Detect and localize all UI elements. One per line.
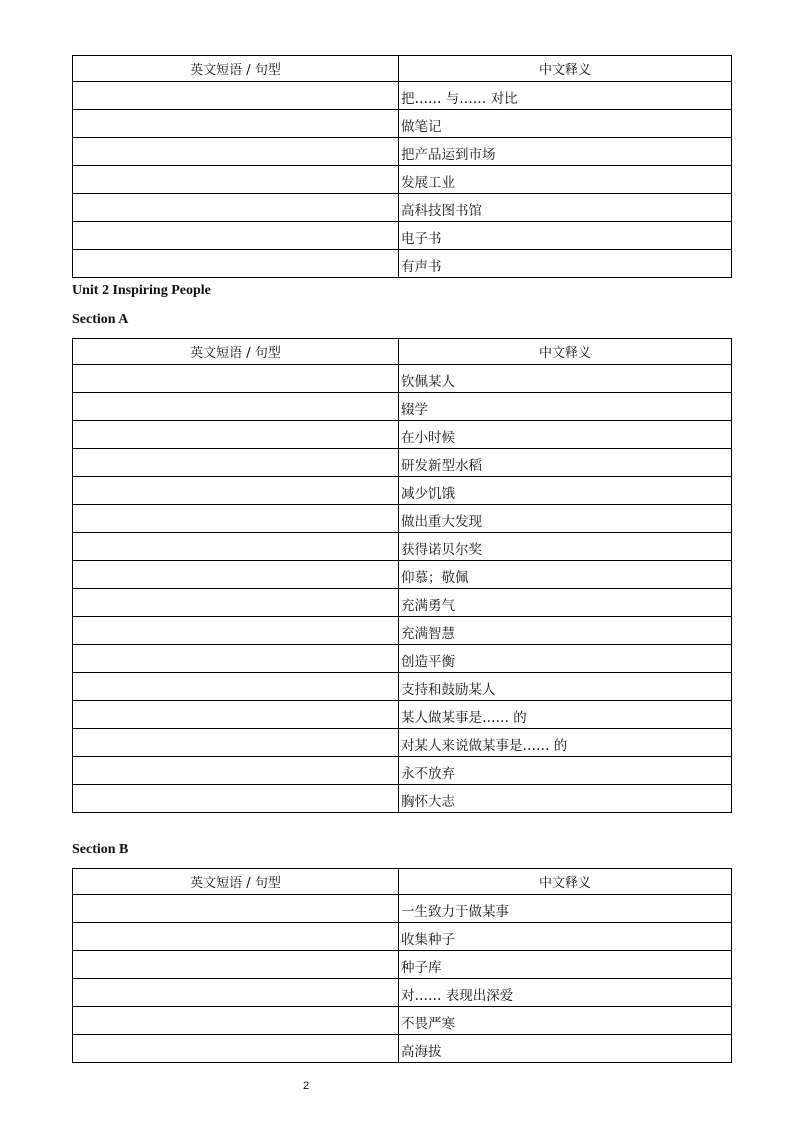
vocab-table-section-a bbox=[72, 338, 732, 813]
table-row bbox=[73, 138, 732, 166]
english-answer-cell[interactable] bbox=[73, 701, 399, 729]
column-header-chinese: 中文释义 bbox=[399, 869, 732, 895]
english-answer-cell[interactable] bbox=[73, 533, 399, 561]
english-answer-cell[interactable] bbox=[73, 222, 399, 250]
chinese-meaning: 研发新型水稻 bbox=[399, 449, 732, 477]
chinese-meaning: 仰慕；敬佩 bbox=[399, 561, 732, 589]
chinese-meaning: 有声书 bbox=[399, 250, 732, 278]
english-answer-cell[interactable] bbox=[73, 673, 399, 701]
chinese-meaning: 种子库 bbox=[399, 951, 732, 979]
table-row bbox=[73, 951, 732, 979]
english-answer-cell[interactable] bbox=[73, 757, 399, 785]
section-a-title: Section A bbox=[72, 312, 129, 327]
english-answer-cell[interactable] bbox=[73, 82, 399, 110]
chinese-meaning: 电子书 bbox=[399, 222, 732, 250]
chinese-meaning: 钦佩某人 bbox=[399, 365, 732, 393]
english-answer-cell[interactable] bbox=[73, 505, 399, 533]
english-answer-cell[interactable] bbox=[73, 393, 399, 421]
table-row bbox=[73, 533, 732, 561]
table-row bbox=[73, 1007, 732, 1035]
table-row bbox=[73, 673, 732, 701]
table-row bbox=[73, 421, 732, 449]
chinese-meaning: 收集种子 bbox=[399, 923, 732, 951]
table-row bbox=[73, 365, 732, 393]
chinese-meaning: 充满智慧 bbox=[399, 617, 732, 645]
chinese-meaning: 充满勇气 bbox=[399, 589, 732, 617]
english-answer-cell[interactable] bbox=[73, 645, 399, 673]
chinese-meaning: 创造平衡 bbox=[399, 645, 732, 673]
english-answer-cell[interactable] bbox=[73, 194, 399, 222]
table-row bbox=[73, 449, 732, 477]
table-row bbox=[73, 110, 732, 138]
chinese-meaning: 做笔记 bbox=[399, 110, 732, 138]
english-answer-cell[interactable] bbox=[73, 477, 399, 505]
english-answer-cell[interactable] bbox=[73, 951, 399, 979]
table-row bbox=[73, 82, 732, 110]
table-row bbox=[73, 645, 732, 673]
chinese-meaning: 不畏严寒 bbox=[399, 1007, 732, 1035]
column-header-chinese: 中文释义 bbox=[399, 56, 732, 82]
table-row bbox=[73, 166, 732, 194]
english-answer-cell[interactable] bbox=[73, 1035, 399, 1063]
table-row bbox=[73, 979, 732, 1007]
table-row bbox=[73, 785, 732, 813]
english-answer-cell[interactable] bbox=[73, 110, 399, 138]
english-answer-cell[interactable] bbox=[73, 979, 399, 1007]
chinese-meaning: 支持和鼓励某人 bbox=[399, 673, 732, 701]
chinese-meaning: 永不放弃 bbox=[399, 757, 732, 785]
table-row bbox=[73, 923, 732, 951]
chinese-meaning: 减少饥饿 bbox=[399, 477, 732, 505]
table-row bbox=[73, 757, 732, 785]
table-row bbox=[73, 194, 732, 222]
column-header-english: 英文短语 / 句型 bbox=[73, 869, 399, 895]
chinese-meaning: 在小时候 bbox=[399, 421, 732, 449]
english-answer-cell[interactable] bbox=[73, 923, 399, 951]
table-row bbox=[73, 477, 732, 505]
english-answer-cell[interactable] bbox=[73, 449, 399, 477]
chinese-meaning: 高科技图书馆 bbox=[399, 194, 732, 222]
english-answer-cell[interactable] bbox=[73, 729, 399, 757]
table-row bbox=[73, 589, 732, 617]
table-row bbox=[73, 1035, 732, 1063]
chinese-meaning: 对…… 表现出深爱 bbox=[399, 979, 732, 1007]
table-row bbox=[73, 729, 732, 757]
english-answer-cell[interactable] bbox=[73, 895, 399, 923]
table-row bbox=[73, 505, 732, 533]
chinese-meaning: 一生致力于做某事 bbox=[399, 895, 732, 923]
chinese-meaning: 做出重大发现 bbox=[399, 505, 732, 533]
column-header-english: 英文短语 / 句型 bbox=[73, 339, 399, 365]
unit-title: Unit 2 Inspiring People bbox=[72, 283, 211, 298]
table-row bbox=[73, 250, 732, 278]
english-answer-cell[interactable] bbox=[73, 1007, 399, 1035]
vocab-table-section-b bbox=[72, 868, 732, 1063]
english-answer-cell[interactable] bbox=[73, 138, 399, 166]
column-header-english: 英文短语 / 句型 bbox=[73, 56, 399, 82]
english-answer-cell[interactable] bbox=[73, 365, 399, 393]
english-answer-cell[interactable] bbox=[73, 421, 399, 449]
chinese-meaning: 发展工业 bbox=[399, 166, 732, 194]
vocab-table-unit1 bbox=[72, 55, 732, 278]
chinese-meaning: 辍学 bbox=[399, 393, 732, 421]
english-answer-cell[interactable] bbox=[73, 250, 399, 278]
page-number: 2 bbox=[302, 1080, 310, 1092]
section-b-title: Section B bbox=[72, 842, 129, 857]
table-row bbox=[73, 617, 732, 645]
chinese-meaning: 高海拔 bbox=[399, 1035, 732, 1063]
table-row bbox=[73, 895, 732, 923]
chinese-meaning: 某人做某事是…… 的 bbox=[399, 701, 732, 729]
english-answer-cell[interactable] bbox=[73, 166, 399, 194]
table-row bbox=[73, 701, 732, 729]
chinese-meaning: 获得诺贝尔奖 bbox=[399, 533, 732, 561]
chinese-meaning: 把产品运到市场 bbox=[399, 138, 732, 166]
english-answer-cell[interactable] bbox=[73, 589, 399, 617]
english-answer-cell[interactable] bbox=[73, 617, 399, 645]
table-row bbox=[73, 561, 732, 589]
chinese-meaning: 胸怀大志 bbox=[399, 785, 732, 813]
chinese-meaning: 把…… 与…… 对比 bbox=[399, 82, 732, 110]
table-row bbox=[73, 393, 732, 421]
english-answer-cell[interactable] bbox=[73, 785, 399, 813]
english-answer-cell[interactable] bbox=[73, 561, 399, 589]
table-row bbox=[73, 222, 732, 250]
chinese-meaning: 对某人来说做某事是…… 的 bbox=[399, 729, 732, 757]
column-header-chinese: 中文释义 bbox=[399, 339, 732, 365]
